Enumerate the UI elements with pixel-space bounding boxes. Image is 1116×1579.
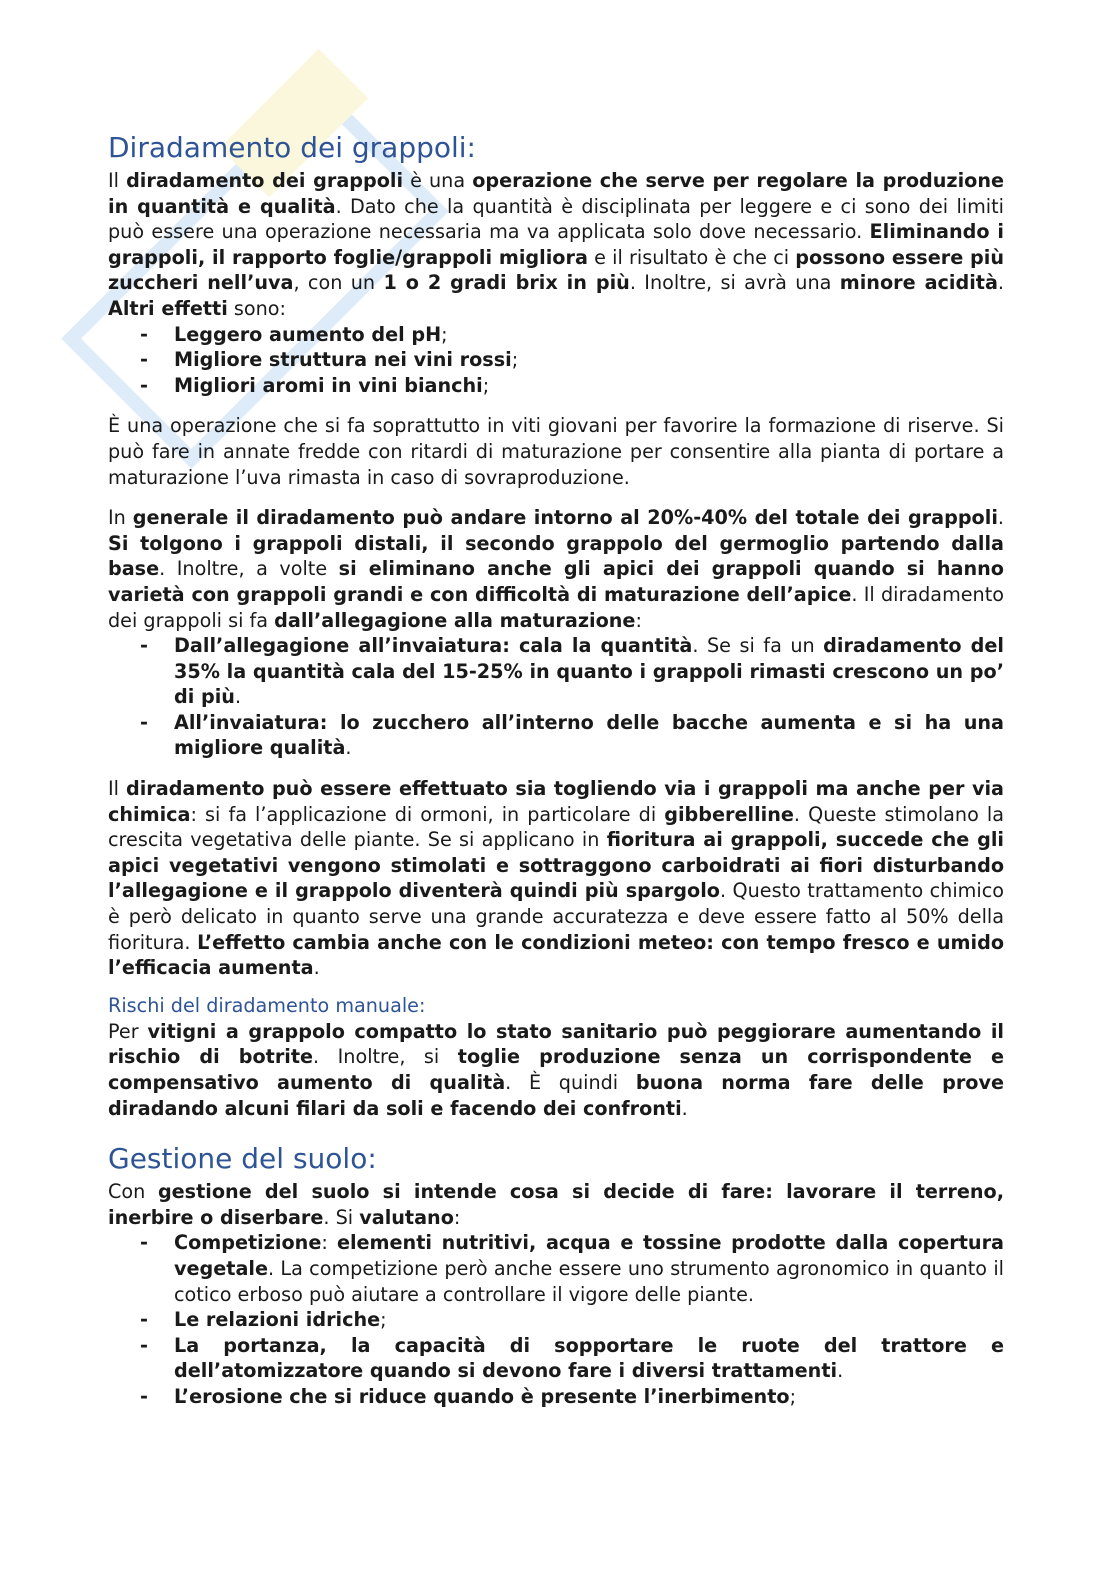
bold-text: gestione del suolo si intende cosa si decide di fare: lavorare il terreno, inerbire o diserbare: [108, 1180, 1004, 1229]
text-run: .: [234, 685, 242, 709]
text-run: . Inoltre, si: [313, 1045, 458, 1069]
factors-list: [108, 1230, 1004, 1409]
effects-list: [108, 322, 1004, 399]
bold-text: possono essere più zuccheri nell’uva: [108, 245, 1004, 295]
text-run: . Questo trattamento chimico è però delicato in quanto serve una grande accuratezza e deve essere fatto al 50% della fioritura.: [108, 879, 1004, 954]
text-run: .: [345, 736, 352, 760]
text-run: . Si: [323, 1205, 360, 1229]
text-run: sono:: [227, 296, 287, 320]
list-item: [108, 1384, 1004, 1410]
bold-text: Si tolgono i grappoli distali, il secondo grappolo del germoglio partendo dalla base: [108, 531, 1004, 581]
bold-text: vitigni a grappolo compatto lo stato sanitario può peggiorare aumentando il rischio di botrite: [108, 1019, 1004, 1069]
text-run: ;: [511, 348, 519, 372]
subsection-title-rischi: Rischi del diradamento manuale:: [108, 993, 426, 1017]
bold-text: Migliori aromi in vini bianchi: [174, 373, 483, 397]
list-item: [108, 1307, 1004, 1333]
bold-text: elementi nutritivi, acqua e tossine prodotte dalla copertura vegetale: [174, 1231, 1004, 1280]
text-run: Il: [108, 169, 127, 192]
document-page: [108, 128, 1004, 1410]
list-item: [108, 347, 1004, 373]
list-item: [108, 1333, 1004, 1384]
paragraph: [108, 505, 1004, 633]
list-item: [108, 1230, 1004, 1307]
text-run: . Il diradamento dei grappoli si fa: [108, 582, 1004, 632]
bold-text: dall’allegagione alla maturazione: [274, 608, 636, 632]
text-run: In: [108, 506, 133, 530]
list-item: [108, 710, 1004, 761]
text-run: .: [837, 1359, 844, 1383]
paragraph: [108, 168, 1004, 322]
paragraph: [108, 1019, 1004, 1121]
text-run: .: [997, 506, 1004, 530]
bold-text: generale il diradamento può andare intorno al 20%-40% del totale dei grappoli: [132, 506, 998, 530]
list-item: [108, 373, 1004, 399]
bold-text: Competizione: [174, 1231, 322, 1255]
bold-text: 1 o 2 gradi brix in più: [383, 271, 630, 295]
paragraph: [108, 776, 1004, 981]
text-run: . Dato che la quantità è disciplinata per leggere e ci sono dei limiti può essere una operazione necessaria ma va applicata solo dove necessario.: [108, 194, 1004, 244]
text-run: e il risultato è che ci: [587, 245, 796, 269]
text-run: : si fa l’applicazione di ormoni, in particolare di: [190, 802, 665, 826]
text-run: :: [321, 1231, 337, 1255]
bold-text: Eliminando i grappoli, il rapporto foglie/grappoli migliora: [108, 220, 1004, 269]
list-item: [108, 322, 1004, 348]
text-run: Per: [108, 1019, 148, 1043]
bold-text: All’invaiatura: lo zucchero all’interno delle bacche aumenta e si ha una migliore qualità: [174, 710, 1004, 760]
text-run: . Inoltre, si avrà una: [629, 271, 840, 295]
bold-text: si eliminano anche gli apici dei grappoli quando si hanno varietà con grappoli grandi e con difficoltà di maturazione dell’apice: [108, 557, 1004, 606]
text-run: ;: [789, 1384, 797, 1408]
text-run: È una operazione che si fa soprattutto in viti giovani per favorire la formazione di riserve. Si può fare in annate fredde con ritardi di maturazione per consentire alla pianta di portare a maturazione l’uva rimasta in caso di sovraproduzione.: [108, 414, 1004, 489]
bold-text: diradamento del 35% la quantità cala del 15-25% in quanto i grappoli rimasti crescono un po’ di più: [174, 634, 1004, 709]
list-item: [108, 633, 1004, 710]
text-run: Il: [108, 777, 126, 801]
bold-text: diradamento dei grappoli: [126, 169, 404, 192]
bold-text: toglie produzione senza un corrispondente e compensativo aumento di qualità: [108, 1045, 1004, 1094]
text-run: . Inoltre, a volte: [159, 557, 339, 581]
text-run: . La competizione però anche essere uno strumento agronomico in quanto il cotico erboso può aiutare a controllare il vigore delle piante.: [174, 1256, 1004, 1306]
text-run: :: [635, 608, 642, 632]
text-run: è una: [403, 169, 473, 192]
bold-text: L’effetto cambia anche con le condizioni meteo: con tempo fresco e umido l’efficacia aumenta: [108, 930, 1004, 980]
timing-list: [108, 633, 1004, 761]
text-run: .: [997, 271, 1005, 295]
bold-text: Altri effetti: [108, 296, 228, 320]
bold-text: minore acidità: [839, 271, 998, 295]
bold-text: Dall’allegagione all’invaiatura: cala la quantità: [174, 634, 693, 658]
bold-text: Leggero aumento del pH: [174, 322, 442, 346]
text-run: .: [681, 1096, 688, 1120]
bold-text: Le relazioni idriche: [174, 1308, 381, 1332]
text-run: Con: [108, 1180, 158, 1204]
bold-text: diradamento può essere effettuato sia togliendo via i grappoli ma anche per via chimica: [108, 777, 1004, 826]
text-run: . Se si fa un: [692, 634, 824, 658]
text-run: ;: [380, 1308, 387, 1332]
bold-text: fioritura ai grappoli, succede che gli apici vegetativi vengono stimolati e sottraggono carboidrati ai fiori disturbando l’allegagione e il grappolo diventerà quindi più spargolo: [108, 828, 1004, 903]
text-run: .: [313, 956, 320, 980]
bold-text: operazione che serve per regolare la produzione in quantità e qualità: [108, 169, 1005, 218]
text-run: :: [453, 1205, 461, 1229]
text-run: ;: [441, 322, 448, 346]
bold-text: La portanza, la capacità di sopportare le ruote del trattore e dell’atomizzatore quando si devono fare i diversi trattamenti: [174, 1333, 1004, 1383]
paragraph: [108, 413, 1004, 490]
section-title-gestione-suolo: Gestione del suolo:: [108, 1142, 377, 1176]
text-run: , con un: [293, 271, 384, 295]
paragraph: [108, 1179, 1004, 1230]
bold-text: gibberelline: [664, 802, 794, 826]
bold-text: valutano: [359, 1205, 454, 1229]
text-run: . Queste stimolano la crescita vegetativa delle piante. Se si applicano in: [108, 802, 1004, 852]
text-run: ;: [482, 373, 490, 397]
bold-text: L’erosione che si riduce quando è presente l’inerbimento: [174, 1384, 790, 1408]
bold-text: buona norma fare delle prove diradando alcuni filari da soli e facendo dei confronti: [108, 1071, 1004, 1120]
text-run: . È quindi: [505, 1071, 636, 1094]
bold-text: Migliore struttura nei vini rossi: [174, 348, 512, 372]
section-title-diradamento: Diradamento dei grappoli:: [108, 131, 476, 164]
